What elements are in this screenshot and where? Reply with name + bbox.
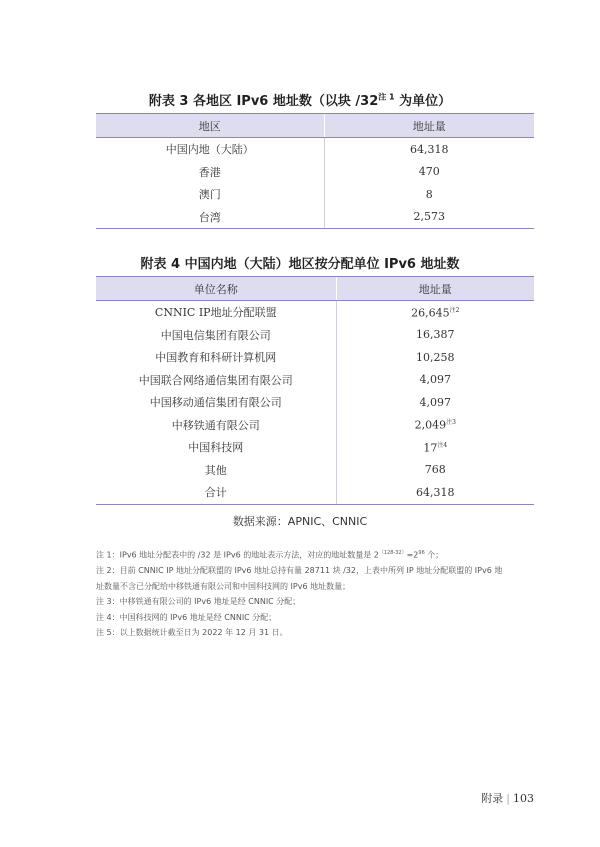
row-value: 768 bbox=[336, 459, 534, 482]
row-value: 10,258 bbox=[336, 346, 534, 369]
table-row bbox=[96, 301, 534, 324]
footnote-3: 注 3：中移铁通有限公司的 IPv6 地址是经 CNNIC 分配； bbox=[96, 597, 301, 607]
row-value: 17$^{注4}$ bbox=[336, 436, 534, 459]
row-name: 台湾 bbox=[96, 206, 324, 229]
row-value: 2,573 bbox=[324, 206, 534, 229]
table3 bbox=[96, 113, 534, 229]
table4 bbox=[96, 276, 534, 505]
row-name: 合计 bbox=[96, 481, 336, 504]
table-row bbox=[96, 391, 534, 414]
row-value: 470 bbox=[324, 161, 534, 184]
row-name: CNNIC IP地址分配联盟 bbox=[154, 306, 277, 320]
row-name: 中国内地（大陆） bbox=[165, 143, 254, 157]
row-note: 注4 bbox=[437, 441, 448, 449]
row-name: 香港 bbox=[198, 165, 221, 179]
table-row bbox=[96, 346, 534, 369]
table-row bbox=[96, 369, 534, 392]
table3-header-count: 地址量 bbox=[324, 114, 534, 138]
footnote-1: 注 1：IPv6 地址分配表中的 /32 是 IPv6 的地址表示方法，对应的地址数量是 $2^{(128-32)}=2^{96}$ 个； bbox=[96, 550, 444, 560]
row-note: 注3 bbox=[446, 419, 456, 427]
table-row bbox=[96, 161, 534, 184]
row-value: 64,318 bbox=[336, 481, 534, 504]
row-value: 8 bbox=[324, 183, 534, 206]
table-row bbox=[96, 138, 534, 161]
row-value: 16,387 bbox=[336, 324, 534, 347]
table3-title-note: 注 1 bbox=[378, 92, 395, 102]
footnotes bbox=[96, 546, 536, 641]
row-name: 中国教育和科研计算机网 bbox=[155, 351, 277, 365]
row-name: 澳门 bbox=[198, 188, 221, 202]
table4-title: 附表 4 中国内地（大陆）地区按分配单位 IPv6 地址数 bbox=[140, 257, 460, 272]
row-name: 中国电信集团有限公司 bbox=[160, 328, 271, 342]
table-row bbox=[96, 183, 534, 206]
footnote-2-continued: 址数量不含已分配给中移铁通有限公司和中国科技网的 IPv6 地址数量； bbox=[96, 581, 351, 591]
footer-divider: | bbox=[506, 792, 510, 805]
table-row bbox=[96, 459, 534, 482]
row-name: 其他 bbox=[204, 463, 227, 477]
row-value: 4,097 bbox=[336, 391, 534, 414]
table-row bbox=[96, 414, 534, 437]
table3-title bbox=[0, 90, 600, 109]
footnote-4: 注 4：中国科技网的 IPv6 地址是经 CNNIC 分配； bbox=[96, 612, 277, 622]
table3-header-region: 地区 bbox=[96, 114, 324, 138]
table4-body bbox=[96, 301, 534, 505]
row-value: 4,097 bbox=[336, 369, 534, 392]
row-value: 2,049$^{注3}$ bbox=[336, 414, 534, 437]
table-row bbox=[96, 481, 534, 504]
table4-header-count: 地址量 bbox=[336, 277, 534, 301]
row-value: 64,318 bbox=[324, 138, 534, 161]
footnote-2: 注 2：目前 CNNIC IP 地址分配联盟的 IPv6 地址总持有量 28711 块 /32，上表中所列 IP 地址分配联盟的 IPv6 地 bbox=[96, 566, 503, 576]
table3-title-tail: 为单位） bbox=[394, 94, 452, 109]
footnote-5: 注 5：以上数据统计截至日为 2022 年 12 月 31 日。 bbox=[96, 628, 288, 638]
row-name: 中移铁通有限公司 bbox=[171, 418, 260, 432]
page-number: 103 bbox=[513, 792, 534, 805]
table4-header-unit: 单位名称 bbox=[96, 277, 336, 301]
page-footer bbox=[481, 790, 534, 806]
row-note: 注2 bbox=[449, 306, 460, 314]
table-row bbox=[96, 206, 534, 229]
footer-section: 附录 bbox=[481, 792, 504, 805]
table-row bbox=[96, 436, 534, 459]
data-source: 数据来源：APNIC、CNNIC bbox=[232, 515, 368, 528]
row-name: 中国移动通信集团有限公司 bbox=[149, 396, 282, 410]
row-name: 中国科技网 bbox=[188, 441, 244, 455]
table-row bbox=[96, 324, 534, 347]
row-value: 26,645$^{注2}$ bbox=[336, 301, 534, 324]
table3-title-text: 附表 3 各地区 IPv6 地址数（以块 /32 bbox=[148, 94, 379, 109]
table3-body bbox=[96, 138, 534, 229]
row-name: 中国联合网络通信集团有限公司 bbox=[138, 373, 293, 387]
